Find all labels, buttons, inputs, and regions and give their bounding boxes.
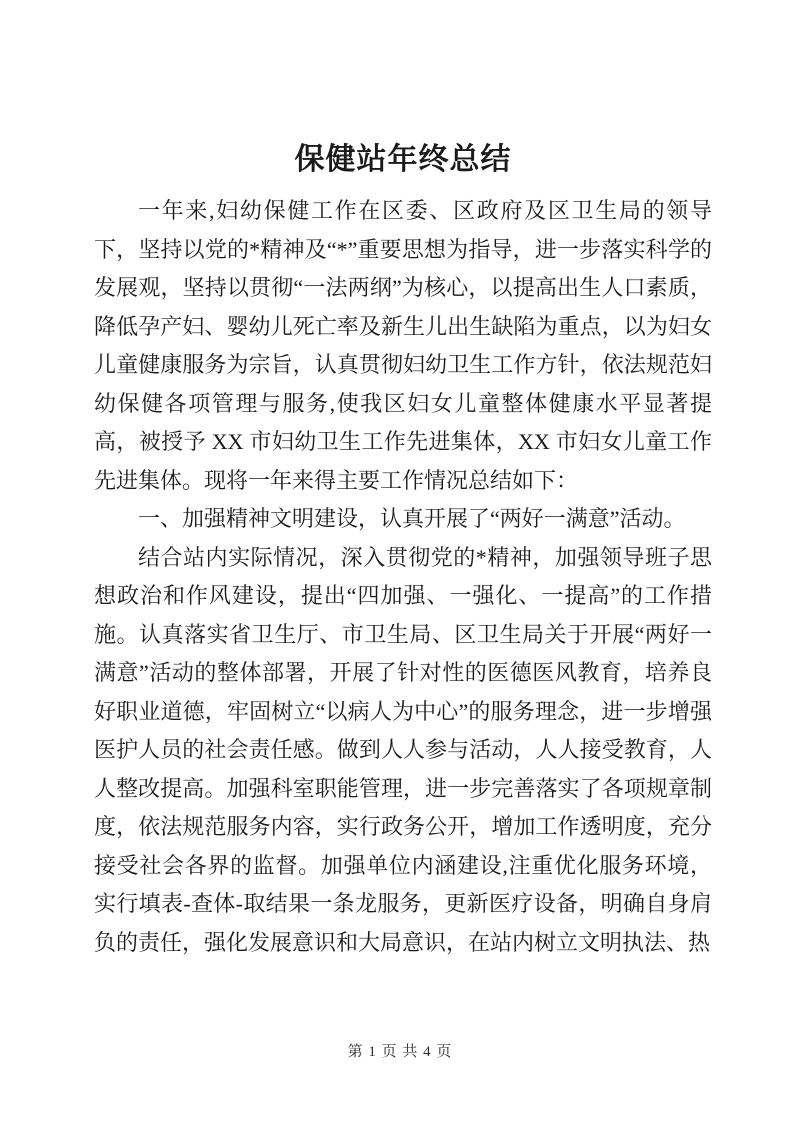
page-footer <box>0 1041 800 1063</box>
document-title: 保健站年终总结 <box>294 143 512 176</box>
paragraph-intro: 一年来,妇幼保健工作在区委、区政府及区卫生局的领导下，坚持以党的*精神及“*”重要思想为指导，进一步落实科学的发展观，坚持以贯彻“一法两纲”为核心，以提高出生人口素质，降低孕产妇、婴幼儿死亡率及新生儿出生缺陷为重点，以为妇女儿童健康服务为宗旨，认真贯彻妇幼卫生工作方针，依法规范妇幼保健各项管理与服务,使我区妇女儿童整体健康水平显著提高，被授予 XX 市妇幼卫生工作先进集体，XX 市妇女儿童工作先进集体。现将一年来得主要工作情况总结如下： <box>94 198 712 493</box>
paragraph-section-heading: 一、加强精神文明建设，认真开展了“两好一满意”活动。 <box>138 506 686 531</box>
page-number-label: 第 1 页 共 4 页 <box>347 1044 453 1060</box>
document-body <box>94 138 712 962</box>
paragraph-section-body: 结合站内实际情况，深入贯彻党的*精神，加强领导班子思想政治和作风建设，提出“四加强、一强化、一提高”的工作措施。认真落实省卫生厅、市卫生局、区卫生局关于开展“两好一满意”活动的整体部署，开展了针对性的医德医风教育，培养良好职业道德，牢固树立“以病人为中心”的服务理念，进一步增强医护人员的社会责任感。做到人人参与活动，人人接受教育，人人整改提高。加强科室职能管理，进一步完善落实了各项规章制度，依法规范服务内容，实行政务公开，增加工作透明度，充分接受社会各界的监督。加强单位内涵建设,注重优化服务环境，实行填表-查体-取结果一条龙服务，更新医疗设备，明确自身肩负的责任，强化发展意识和大局意识，在站内树立文明执法、热 <box>94 544 712 955</box>
